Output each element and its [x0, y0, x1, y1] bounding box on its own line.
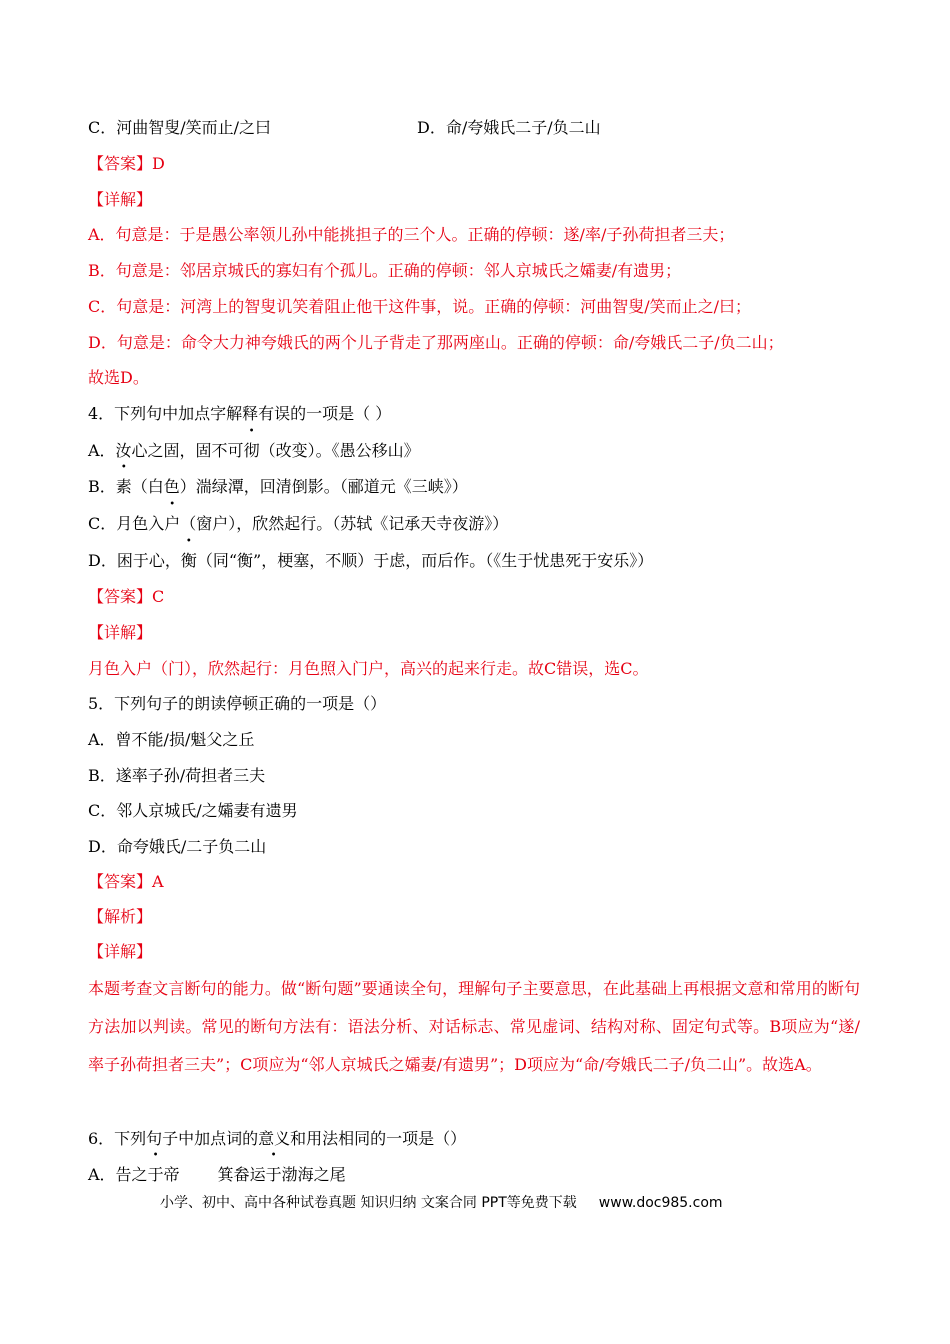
q4-option-d-pre: D．困于心， [88, 551, 181, 570]
q4-option-b-pre: B． [88, 477, 116, 496]
q6-option-a-dotted: 于 [147, 1165, 164, 1184]
q6-option-a2-post: 渤海之尾 [281, 1165, 346, 1184]
q4-explanation: 月色入户（门），欣然起行：月色照入门户，高兴的起来行走。故C错误，选C。 [88, 659, 649, 678]
q4-option-c [88, 513, 508, 535]
footer-text: 小学、初中、高中各种试卷真题 知识归纳 文案合同 PPT等免费下载 [160, 1195, 577, 1211]
q5-question: 5．下列句子的朗读停顿正确的一项是（） [88, 694, 387, 713]
q3-explanation-b: B．句意是：邻居京城氏的寡妇有个孤儿。正确的停顿：邻人京城氏之孀妻/有遗男； [88, 261, 682, 280]
q5-option-a: A．曾不能/损/魁父之丘 [88, 730, 255, 749]
q3-detail-label: 【详解】 [88, 190, 153, 209]
q4-option-c-post: （窗户），欣然起行。（苏轼《记承天寺夜游》） [180, 514, 509, 533]
q4-option-c-pre: C．月色入 [88, 514, 165, 533]
q4-answer: 【答案】C [88, 587, 165, 606]
q3-option-c: C．河曲智叟/笑而止/之曰 [88, 118, 272, 137]
q4-option-a-pre: A．汝心之固，固不可 [88, 441, 244, 460]
q6-option-a-post: 帝 [163, 1165, 180, 1184]
q4-detail-label: 【详解】 [88, 623, 153, 642]
footer-url[interactable]: www.doc985.com [598, 1195, 723, 1211]
q4-option-d-post: （同“衡”，梗塞，不顺）于虑，而后作。（《生于忧患死于安乐》） [196, 551, 654, 570]
q4-option-d-dotted: 衡 [180, 551, 197, 570]
q3-explanation-c: C．句意是：河湾上的智叟讥笑着阻止他干这件事，说。正确的停顿：河曲智叟/笑而止之/曰； [88, 297, 752, 316]
q5-option-d: D．命夸娥氏/二子负二山 [88, 837, 267, 856]
q4-option-d [88, 550, 653, 572]
q3-answer: 【答案】D [88, 154, 165, 173]
q6-question: 6．下列句子中加点词的意义和用法相同的一项是（） [88, 1129, 467, 1148]
q5-option-c: C．邻人京城氏/之孀妻有遗男 [88, 801, 298, 820]
q6-option-a [88, 1164, 346, 1186]
q4-option-b-post: （白色）湍绿潭，回清倒影。（郦道元《三峡》） [131, 477, 468, 496]
q3-option-row [88, 117, 601, 139]
q5-detail-label: 【详解】 [88, 942, 153, 961]
q6-option-a-pre: A．告之 [88, 1165, 148, 1184]
q3-explanation-a: A．句意是：于是愚公率领儿孙中能挑担子的三个人。正确的停顿：遂/率/子孙荷担者三夫； [88, 225, 735, 244]
q4-option-a [88, 440, 420, 462]
q4-option-c-dotted: 户 [164, 514, 181, 533]
q5-answer: 【答案】A [88, 872, 164, 891]
q5-option-b: B．遂率子孙/荷担者三夫 [88, 766, 266, 785]
q3-conclusion: 故选D。 [88, 368, 149, 387]
q4-option-b [88, 476, 468, 498]
q4-option-a-post: （改变）。《愚公移山》 [259, 441, 420, 460]
q6-option-a2-pre: 箕畚运 [217, 1165, 266, 1184]
q4-option-b-dotted: 素 [115, 477, 132, 496]
page-footer [160, 1193, 723, 1213]
q5-explanation: 本题考查文言断句的能力。做“断句题”要通读全句，理解句子主要意思，在此基础上再根据文意和常用的断句方法加以判读。常见的断句方法有：语法分析、对话标志、常见虚词、结构对称、固定句式等。B项应为“遂/率子孙荷担者三夫”；C项应为“邻人京城氏之孀妻/有遗男”；D项应为“命/夸娥氏二子/负二山”。故选A。 [88, 979, 860, 1074]
q3-explanation-d: D．句意是：命令大力神夸娥氏的两个儿子背走了那两座山。正确的停顿：命/夸娥氏二子/负二山； [88, 333, 784, 352]
q4-option-a-dotted: 彻 [243, 441, 260, 460]
q5-analysis-label: 【解析】 [88, 907, 153, 926]
q4-question: 4．下列句中加点字解释有误的一项是（ ） [88, 404, 392, 423]
q6-option-a2-dotted: 于 [265, 1165, 282, 1184]
q3-option-d: D．命/夸娥氏二子/负二山 [417, 118, 601, 137]
